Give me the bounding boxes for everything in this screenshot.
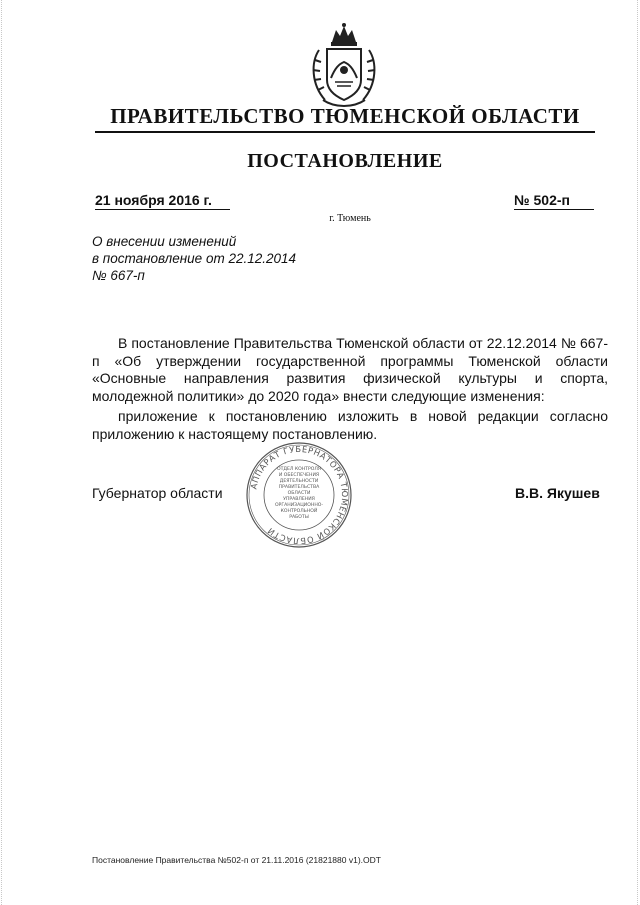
svg-text:ПРАВИТЕЛЬСТВА: ПРАВИТЕЛЬСТВА [278, 485, 320, 490]
body-paragraph: В постановление Правительства Тюменской области от 22.12.2014 № 667-п «Об утверждении государственной программы Тюменской области «Основные направления развития физической культуры и спорта, молодежной политики» до 2020 года» внести следующие изменения: [92, 335, 608, 404]
svg-text:РАБОТЫ: РАБОТЫ [289, 515, 309, 520]
document-city: г. Тюмень [329, 213, 371, 224]
scan-edge-left [1, 0, 2, 905]
svg-text:ДЕЯТЕЛЬНОСТИ: ДЕЯТЕЛЬНОСТИ [279, 479, 319, 484]
subject-line: в постановление от 22.12.2014 [92, 251, 297, 266]
svg-text:КОНТРОЛЬНОЙ: КОНТРОЛЬНОЙ [280, 509, 318, 514]
svg-text:И ОБЕСПЕЧЕНИЯ: И ОБЕСПЕЧЕНИЯ [278, 473, 320, 478]
body-paragraph: приложение к постановлению изложить в новой редакции согласно приложению к настоящему постановлению. [92, 408, 608, 442]
title-underline [95, 131, 595, 133]
footer-filename: Постановление Правительства №502-п от 21.11.2016 (21821880 v1).ODT [92, 855, 381, 865]
subject-line: № 667-п [92, 268, 145, 283]
subject-block [92, 233, 332, 284]
coat-of-arms-icon [305, 22, 383, 110]
svg-text:ОБЛАСТИ: ОБЛАСТИ [287, 491, 311, 496]
document-date: 21 ноября 2016 г. [95, 192, 230, 210]
subject-line: О внесении изменений [92, 234, 237, 249]
document-number: № 502-п [514, 192, 594, 210]
body-text [92, 335, 608, 443]
svg-text:АППАРАТ ГУБЕРНАТОРА ТЮМЕНСКОЙ: АППАРАТ ГУБЕРНАТОРА ТЮМЕНСКОЙ ОБЛАСТИ [248, 443, 351, 547]
signature-position: Губернатор области [92, 485, 223, 501]
organization-title: ПРАВИТЕЛЬСТВО ТЮМЕНСКОЙ ОБЛАСТИ [110, 104, 580, 128]
scan-edge-right [637, 0, 638, 905]
svg-text:ОРГАНИЗАЦИОННО-: ОРГАНИЗАЦИОННО- [274, 503, 324, 508]
official-stamp [244, 441, 354, 549]
svg-text:ОТДЕЛ КОНТРОЛЯ: ОТДЕЛ КОНТРОЛЯ [277, 467, 321, 472]
signature-name: В.В. Якушев [515, 485, 600, 501]
svg-text:УПРАВЛЕНИЯ: УПРАВЛЕНИЯ [283, 497, 315, 502]
document-type-title: ПОСТАНОВЛЕНИЕ [247, 150, 443, 172]
